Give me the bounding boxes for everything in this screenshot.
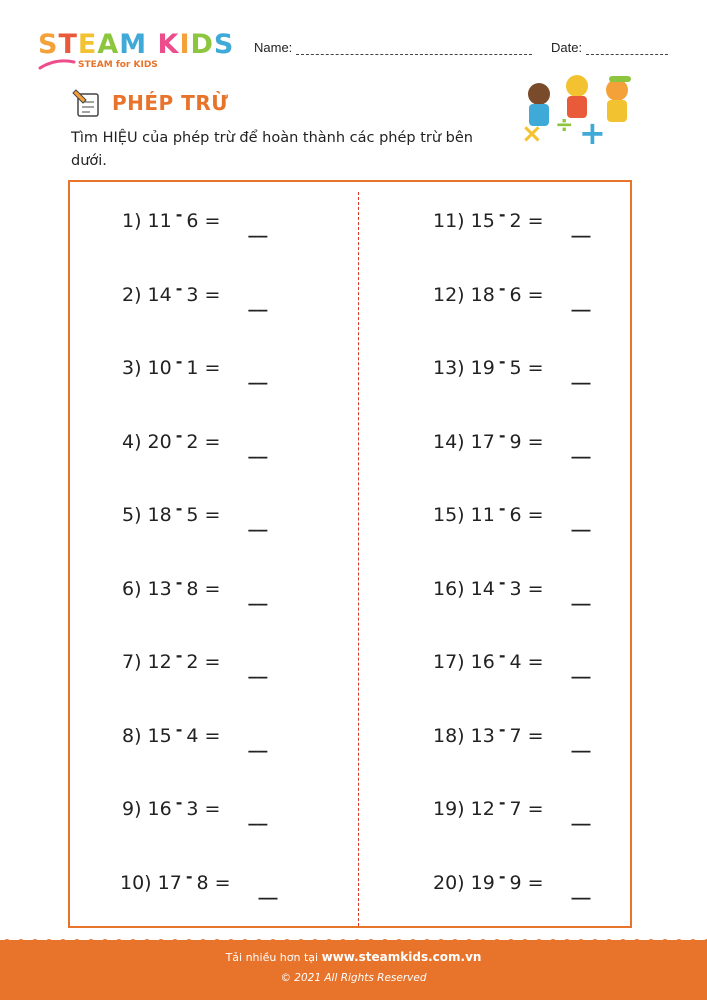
problem-subtrahend: 6 = [509, 504, 544, 526]
logo-letter: S [38, 29, 59, 60]
minus-sign: - [498, 866, 506, 886]
minus-sign: - [498, 646, 506, 665]
left-problem-3 [122, 352, 268, 385]
minus-sign: - [498, 499, 506, 518]
problem-subtrahend: 7 = [509, 798, 544, 820]
left-problem-10 [120, 866, 278, 900]
problem-minuend: 20) 19 [433, 871, 495, 894]
right-problem-1 [433, 205, 591, 238]
left-problem-1 [122, 205, 268, 238]
right-problem-5 [433, 499, 591, 532]
problem-subtrahend: 8 = [196, 871, 231, 894]
problem-minuend: 13) 19 [433, 357, 495, 379]
minus-sign: - [175, 499, 183, 518]
problem-subtrahend: 2 = [186, 651, 221, 673]
answer-blank[interactable]: __ [571, 583, 591, 606]
logo-letter: S [213, 29, 235, 60]
left-problem-8 [122, 719, 268, 753]
problem-minuend: 12) 18 [433, 283, 495, 306]
footer-copyright: © 2021 All Rights Reserved [280, 972, 427, 984]
problem-subtrahend: 2 = [509, 210, 544, 232]
problem-subtrahend: 8 = [186, 577, 221, 600]
answer-blank[interactable]: __ [248, 510, 268, 532]
answer-blank[interactable]: __ [571, 436, 591, 459]
problem-minuend: 2) 14 [122, 283, 172, 306]
problem-subtrahend: 2 = [186, 430, 221, 453]
minus-sign: - [498, 278, 506, 298]
footer-prefix: Tải nhiều hơn tại [225, 951, 319, 964]
problem-minuend: 7) 12 [122, 651, 172, 673]
minus-sign: - [498, 205, 506, 224]
minus-sign: - [498, 719, 506, 739]
answer-blank[interactable]: __ [248, 657, 268, 679]
answer-blank[interactable]: __ [571, 804, 591, 826]
problem-minuend: 4) 20 [122, 430, 172, 453]
date-label: Date: [551, 40, 583, 55]
svg-text:+: + [579, 114, 606, 152]
answer-blank[interactable]: __ [248, 363, 268, 385]
right-problem-10 [433, 866, 591, 900]
minus-sign: - [498, 572, 506, 592]
problem-subtrahend: 3 = [509, 577, 544, 600]
minus-sign: - [175, 646, 183, 665]
footer-site-link[interactable]: www.steamkids.com.vn [321, 950, 482, 964]
answer-blank[interactable]: __ [248, 289, 268, 312]
answer-blank[interactable]: __ [571, 657, 591, 679]
problem-minuend: 10) 17 [120, 871, 182, 894]
right-problem-8 [433, 719, 591, 753]
svg-text:÷: ÷ [555, 113, 574, 138]
minus-sign: - [175, 572, 183, 592]
problem-subtrahend: 6 = [186, 210, 221, 232]
problem-minuend: 6) 13 [122, 577, 172, 600]
answer-blank[interactable]: __ [571, 216, 591, 238]
minus-sign: - [185, 866, 193, 886]
minus-sign: - [498, 425, 506, 445]
problem-subtrahend: 3 = [186, 283, 221, 306]
answer-blank[interactable]: __ [571, 289, 591, 312]
column-divider [358, 192, 359, 926]
logo-letter: K [157, 29, 180, 60]
problem-subtrahend: 6 = [509, 283, 544, 306]
problem-minuend: 9) 16 [122, 798, 172, 820]
minus-sign: - [175, 425, 183, 445]
right-problem-9 [433, 793, 591, 826]
footer-bar [0, 940, 707, 1000]
instruction-text: Tìm HIỆU của phép trừ để hoàn thành các phép trừ bên dưới. [71, 130, 473, 169]
problem-subtrahend: 5 = [509, 357, 544, 379]
problem-subtrahend: 9 = [509, 430, 544, 453]
minus-sign: - [175, 278, 183, 298]
steam-kids-logo [38, 30, 234, 70]
problem-minuend: 15) 11 [433, 504, 495, 526]
left-problem-2 [122, 278, 268, 312]
name-label: Name: [254, 40, 293, 55]
left-problem-7 [122, 646, 268, 679]
problem-minuend: 16) 14 [433, 577, 495, 600]
problem-minuend: 18) 13 [433, 724, 495, 747]
name-blank-line [296, 54, 532, 55]
minus-sign: - [175, 719, 183, 739]
date-blank-line [586, 54, 668, 55]
logo-letter: I [179, 29, 191, 60]
answer-blank[interactable]: __ [248, 436, 268, 459]
answer-blank[interactable]: __ [571, 510, 591, 532]
logo-letter: M [119, 29, 148, 60]
problem-subtrahend: 5 = [186, 504, 221, 526]
answer-blank[interactable]: __ [571, 363, 591, 385]
right-problem-2 [433, 278, 591, 312]
logo-swoosh-icon [38, 56, 78, 72]
left-problem-9 [122, 793, 268, 826]
answer-blank[interactable]: __ [248, 583, 268, 606]
logo-letter: A [97, 29, 120, 60]
problem-subtrahend: 4 = [509, 651, 544, 673]
problem-minuend: 17) 16 [433, 651, 495, 673]
minus-sign: - [498, 793, 506, 812]
logo-letter: E [77, 29, 98, 60]
problem-minuend: 5) 18 [122, 504, 172, 526]
answer-blank[interactable]: __ [258, 877, 278, 900]
problem-minuend: 19) 12 [433, 798, 495, 820]
kids-math-illustration [517, 72, 642, 157]
problem-minuend: 11) 15 [433, 210, 495, 232]
problem-subtrahend: 3 = [186, 798, 221, 820]
right-problem-3 [433, 352, 591, 385]
pencil-paper-icon [72, 88, 104, 118]
date-field [551, 40, 668, 55]
title-text: PHÉP TRỪ [112, 91, 229, 115]
answer-blank[interactable]: __ [248, 804, 268, 826]
name-field [254, 40, 532, 55]
problem-subtrahend: 9 = [509, 871, 544, 894]
right-problem-4 [433, 425, 591, 459]
logo-tagline: STEAM for KIDS [78, 60, 158, 70]
answer-blank[interactable]: __ [571, 877, 591, 900]
problem-minuend: 14) 17 [433, 430, 495, 453]
svg-text:×: × [521, 119, 543, 149]
problem-minuend: 8) 15 [122, 724, 172, 747]
logo-letter: T [58, 29, 78, 60]
right-problem-7 [433, 646, 591, 679]
answer-blank[interactable]: __ [248, 216, 268, 238]
problem-subtrahend: 1 = [186, 357, 221, 379]
problem-minuend: 3) 10 [122, 357, 172, 379]
logo-letter [147, 30, 157, 60]
minus-sign: - [175, 205, 183, 224]
left-problem-6 [122, 572, 268, 606]
minus-sign: - [498, 352, 506, 371]
minus-sign: - [175, 352, 183, 371]
worksheet-title [72, 88, 228, 118]
minus-sign: - [175, 793, 183, 812]
problem-subtrahend: 4 = [186, 724, 221, 747]
answer-blank[interactable]: __ [248, 730, 268, 753]
right-problem-6 [433, 572, 591, 606]
answer-blank[interactable]: __ [571, 730, 591, 753]
footer-website-line [0, 950, 707, 964]
logo-letter: D [190, 29, 214, 60]
problem-subtrahend: 7 = [509, 724, 544, 747]
left-problem-4 [122, 425, 268, 459]
left-problem-5 [122, 499, 268, 532]
problem-minuend: 1) 11 [122, 210, 172, 232]
